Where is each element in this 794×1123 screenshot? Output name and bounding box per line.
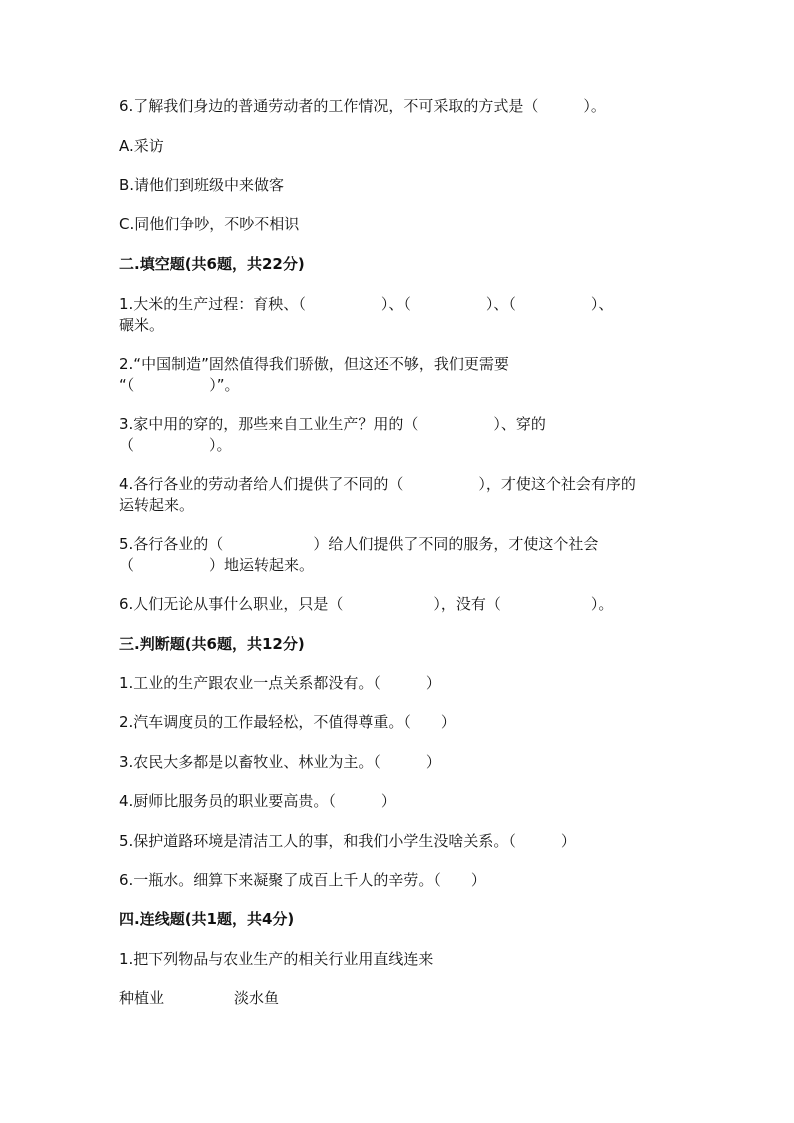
match-section-heading: 四.连线题(共1题，共4分) <box>119 910 295 928</box>
intro-question-stem: 6.了解我们身边的普通劳动者的工作情况，不可采取的方式是（ ）。 <box>119 97 606 115</box>
fill-question-5-line-1: 5.各行各业的（ ）给人们提供了不同的服务，才使这个社会 <box>119 535 599 553</box>
judge-question-2: 2.汽车调度员的工作最轻松，不值得尊重。（ ） <box>119 713 456 731</box>
judge-question-5: 5.保护道路环境是清洁工人的事，和我们小学生没啥关系。（ ） <box>119 832 576 850</box>
judge-question-4: 4.厨师比服务员的职业要高贵。（ ） <box>119 792 396 810</box>
match-row <box>119 988 279 1009</box>
judge-question-1: 1.工业的生产跟农业一点关系都没有。（ ） <box>119 674 441 692</box>
fill-question-6: 6.人们无论从事什么职业，只是（ ），没有（ ）。 <box>119 595 614 613</box>
intro-option-a: A.采访 <box>119 137 164 155</box>
judge-question-6: 6.一瓶水。细算下来凝聚了成百上千人的辛劳。（ ） <box>119 871 486 889</box>
fill-question-3-line-1: 3.家中用的穿的，那些来自工业生产？用的（ ）、穿的 <box>119 415 546 433</box>
intro-option-b: B.请他们到班级中来做客 <box>119 176 285 194</box>
intro-option-c: C.同他们争吵，不吵不相识 <box>119 215 300 233</box>
fill-question-3-line-2: （ ）。 <box>119 436 232 454</box>
judge-section-heading: 三.判断题(共6题，共12分) <box>119 635 305 653</box>
fill-question-4-line-1: 4.各行各业的劳动者给人们提供了不同的（ ），才使这个社会有序的 <box>119 475 636 493</box>
match-instruction: 1.把下列物品与农业生产的相关行业用直线连来 <box>119 950 434 968</box>
fill-section-heading: 二.填空题(共6题，共22分) <box>119 255 305 273</box>
fill-question-1-line-1: 1.大米的生产过程：育秧、（ ）、（ ）、（ ）、 <box>119 295 614 313</box>
match-right-item: 淡水鱼 <box>234 989 280 1007</box>
fill-question-4-line-2: 运转起来。 <box>119 496 195 514</box>
judge-question-3: 3.农民大多都是以畜牧业、林业为主。（ ） <box>119 753 441 771</box>
fill-question-2-line-2: “（ ）”。 <box>119 376 240 394</box>
fill-question-5-line-2: （ ）地运转起来。 <box>119 556 315 574</box>
fill-question-1-line-2: 碾米。 <box>119 316 165 334</box>
match-left-item: 种植业 <box>119 989 165 1007</box>
fill-question-2-line-1: 2.“中国制造”固然值得我们骄傲，但这还不够，我们更需要 <box>119 355 509 373</box>
